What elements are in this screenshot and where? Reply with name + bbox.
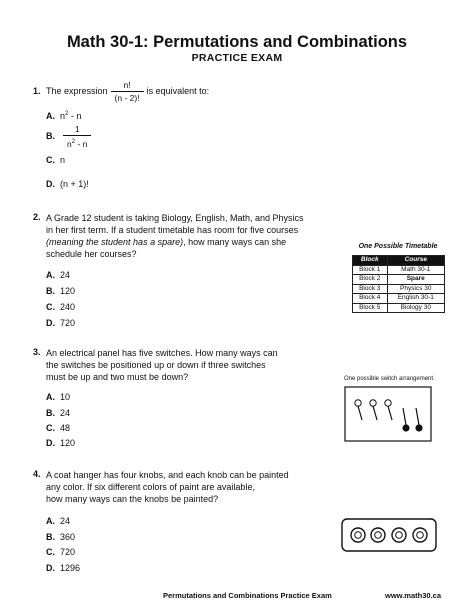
question-1-fraction-denominator: (n - 2)! bbox=[114, 92, 140, 103]
table-row bbox=[353, 275, 445, 285]
option-base: n bbox=[60, 111, 66, 121]
question-4-text bbox=[46, 469, 346, 505]
question-3-option-b bbox=[46, 408, 70, 418]
option-text: 24 bbox=[60, 270, 71, 280]
option-text: 120 bbox=[60, 286, 76, 296]
question-4-number: 4. bbox=[33, 469, 41, 479]
coat-knob-4 bbox=[413, 528, 427, 542]
option-text: 720 bbox=[60, 547, 76, 557]
question-3-number: 3. bbox=[33, 347, 41, 357]
table-cell: Block 4 bbox=[353, 294, 388, 304]
table-row bbox=[353, 284, 445, 294]
option-letter: A. bbox=[46, 392, 55, 402]
option-text: 240 bbox=[60, 302, 76, 312]
question-4-option-a bbox=[46, 516, 70, 526]
option-text: 360 bbox=[60, 532, 76, 542]
option-letter: A. bbox=[46, 111, 55, 121]
question-1-text bbox=[46, 76, 209, 106]
question-3-option-c bbox=[46, 423, 70, 433]
option-letter: C. bbox=[46, 155, 55, 165]
table-cell: Biology 30 bbox=[387, 303, 444, 313]
question-1-fraction-numerator: n! bbox=[111, 80, 144, 92]
option-text: 1296 bbox=[60, 563, 81, 573]
option-text: 120 bbox=[60, 438, 76, 448]
table-cell: Block 1 bbox=[353, 265, 388, 275]
table-cell: Spare bbox=[387, 275, 444, 285]
switch-panel-figure bbox=[344, 386, 432, 442]
option-text: 720 bbox=[60, 318, 76, 328]
option-letter: B. bbox=[46, 408, 55, 418]
option-text: (n + 1)! bbox=[60, 179, 89, 189]
question-4-line-1: A coat hanger has four knobs, and each knob can be painted bbox=[46, 470, 289, 480]
timetable bbox=[352, 255, 445, 313]
question-1-text-before: The expression bbox=[46, 86, 108, 96]
question-2-line-3-rest: , how many ways can she bbox=[183, 237, 287, 247]
question-1-option-d bbox=[46, 179, 89, 189]
question-3-line-1: An electrical panel has five switches. How many ways can bbox=[46, 348, 278, 358]
switch-panel-frame bbox=[345, 387, 431, 441]
option-letter: B. bbox=[46, 532, 55, 542]
coat-knob-2 bbox=[371, 528, 385, 542]
option-rest: - n bbox=[68, 111, 82, 121]
option-b-den-rest: - n bbox=[75, 138, 88, 149]
option-b-fraction bbox=[63, 124, 91, 149]
option-b-denominator bbox=[63, 136, 91, 149]
question-3-option-a bbox=[46, 392, 70, 402]
timetable-caption: One Possible Timetable bbox=[358, 243, 438, 250]
timetable-header-row bbox=[353, 256, 445, 266]
option-letter: C. bbox=[46, 302, 55, 312]
question-4-option-c bbox=[46, 547, 75, 557]
option-letter: B. bbox=[46, 131, 55, 142]
question-2-line-3 bbox=[46, 236, 346, 248]
coat-hanger-figure bbox=[341, 518, 437, 552]
option-b-den-exponent: 2 bbox=[71, 139, 76, 145]
option-b-den-base: n bbox=[67, 138, 72, 149]
page-title: Math 30-1: Permutations and Combinations bbox=[66, 33, 408, 51]
question-2-option-a bbox=[46, 270, 70, 280]
option-letter: D. bbox=[46, 438, 55, 448]
timetable-header-course: Course bbox=[387, 256, 444, 266]
question-1-text-after: is equivalent to: bbox=[146, 86, 210, 96]
option-text: n bbox=[60, 155, 66, 165]
table-cell: Block 2 bbox=[353, 275, 388, 285]
footer-title: Permutations and Combinations Practice Exam bbox=[163, 591, 332, 600]
option-text: 48 bbox=[60, 423, 71, 433]
table-row bbox=[353, 303, 445, 313]
question-2-option-c bbox=[46, 302, 75, 312]
question-3-text bbox=[46, 347, 346, 383]
table-cell: English 30-1 bbox=[387, 294, 444, 304]
question-1-fraction bbox=[111, 80, 144, 103]
question-1-option-a bbox=[46, 111, 81, 121]
option-letter: C. bbox=[46, 547, 55, 557]
question-2-line-1: A Grade 12 student is taking Biology, English, Math, and Physics bbox=[46, 213, 304, 223]
question-1-option-c bbox=[46, 155, 65, 165]
question-3-line-2: the switches be positioned up or down if three switches bbox=[46, 360, 266, 370]
timetable-header-block: Block bbox=[353, 256, 388, 266]
question-2-text bbox=[46, 212, 346, 260]
coat-knob-1 bbox=[351, 528, 365, 542]
question-2-line-4: schedule her courses? bbox=[46, 249, 137, 259]
table-row bbox=[353, 294, 445, 304]
question-3-option-d bbox=[46, 438, 75, 448]
option-letter: B. bbox=[46, 286, 55, 296]
question-4-line-2: any color. If six different colors of paint are available, bbox=[46, 482, 255, 492]
question-4-line-3: how many ways can the knobs be painted? bbox=[46, 494, 219, 504]
option-exponent: 2 bbox=[65, 111, 69, 117]
question-3-line-3: must be up and two must be down? bbox=[46, 372, 189, 382]
option-text: 24 bbox=[60, 516, 71, 526]
option-letter: D. bbox=[46, 563, 55, 573]
question-1-number: 1. bbox=[33, 86, 41, 96]
question-2-option-d bbox=[46, 318, 75, 328]
option-text: 10 bbox=[60, 392, 71, 402]
option-letter: A. bbox=[46, 270, 55, 280]
table-cell: Physics 30 bbox=[387, 284, 444, 294]
option-letter: A. bbox=[46, 516, 55, 526]
question-2-italic-note: (meaning the student has a spare) bbox=[46, 237, 184, 247]
question-1-option-b bbox=[46, 124, 94, 149]
page-subtitle: PRACTICE EXAM bbox=[191, 52, 283, 64]
question-2-line-2: in her first term. If a student timetable has room for five courses bbox=[46, 225, 299, 235]
table-cell: Block 5 bbox=[353, 303, 388, 313]
table-cell: Math 30-1 bbox=[387, 265, 444, 275]
switch-figure-caption: One possible switch arrangement. bbox=[344, 376, 435, 382]
option-b-numerator: 1 bbox=[63, 124, 91, 136]
footer-website: www.math30.ca bbox=[385, 591, 441, 600]
option-letter: C. bbox=[46, 423, 55, 433]
table-row bbox=[353, 265, 445, 275]
option-letter: D. bbox=[46, 318, 55, 328]
option-letter: D. bbox=[46, 179, 55, 189]
question-4-option-d bbox=[46, 563, 80, 573]
table-cell: Block 3 bbox=[353, 284, 388, 294]
coat-knob-3 bbox=[392, 528, 406, 542]
question-4-option-b bbox=[46, 532, 75, 542]
option-text: 24 bbox=[60, 408, 71, 418]
question-2-option-b bbox=[46, 286, 75, 296]
question-2-number: 2. bbox=[33, 212, 41, 222]
